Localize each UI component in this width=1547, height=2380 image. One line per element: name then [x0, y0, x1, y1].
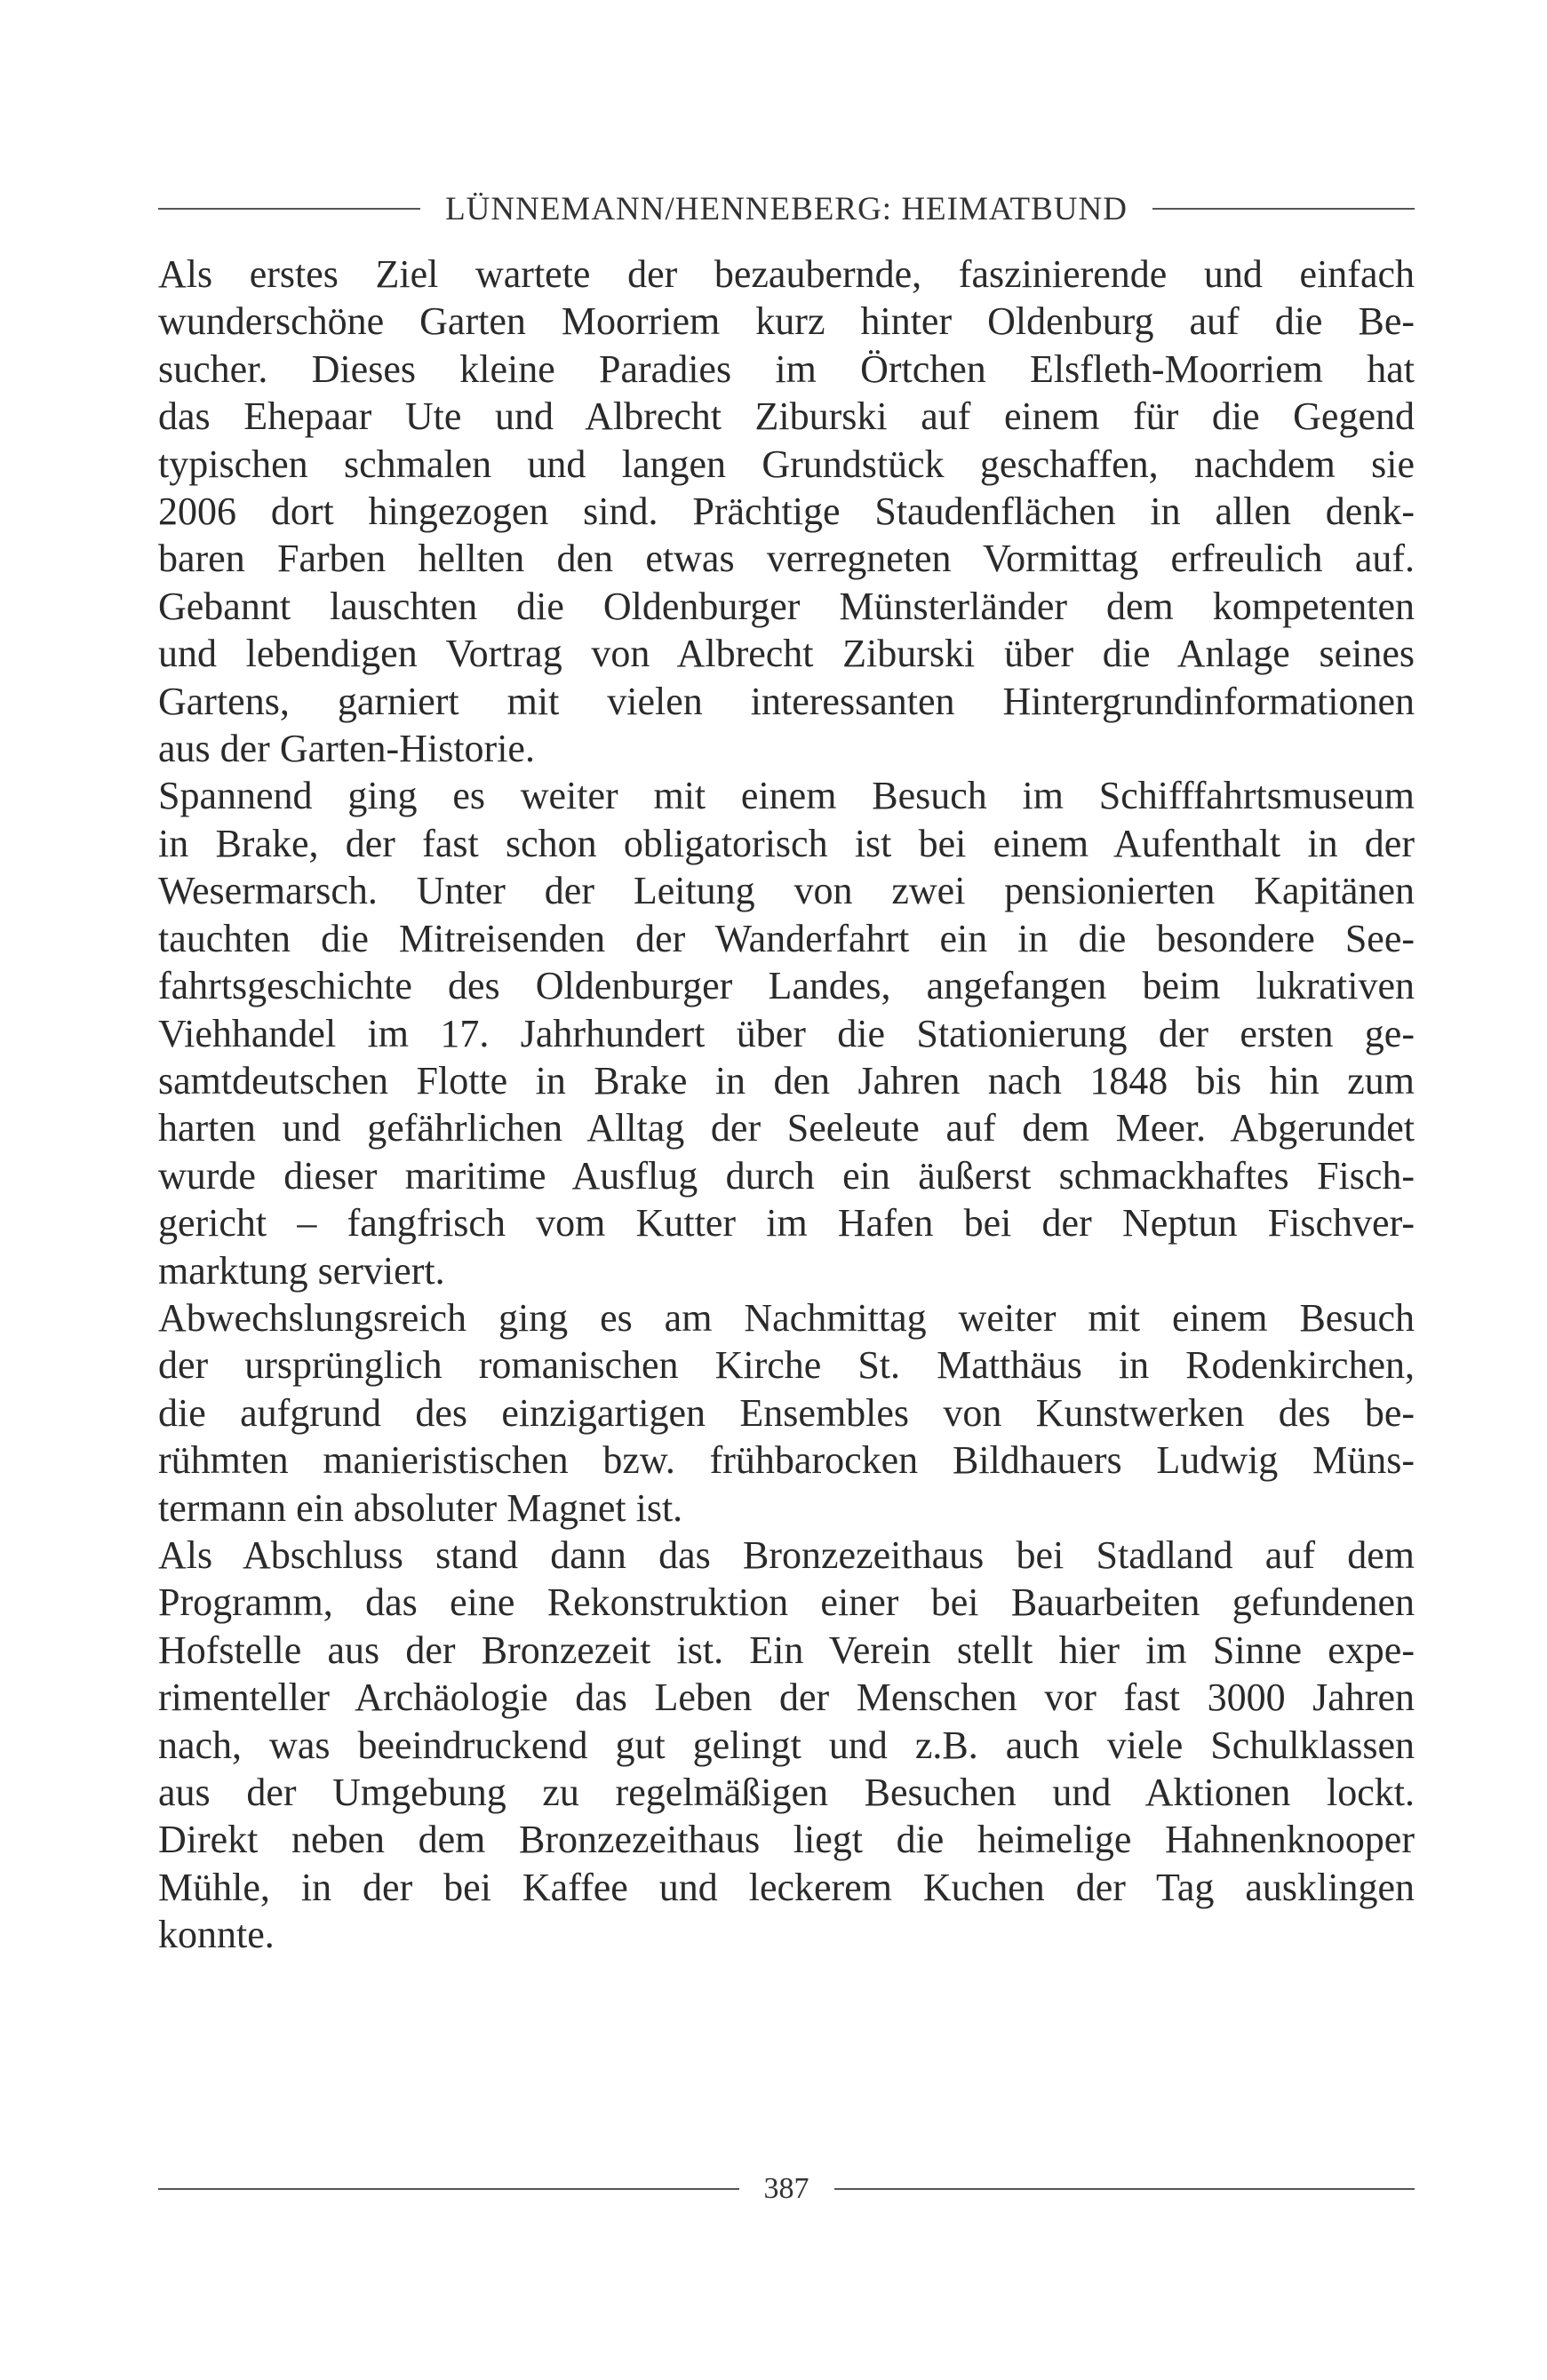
body-text	[158, 251, 1415, 1959]
text-line: typischen schmalen und langen Grundstück geschaffen, nachdem sie	[158, 442, 1415, 486]
text-line: Direkt neben dem Bronzezeithaus liegt die heimelige Hahnenknooper	[158, 1818, 1415, 1862]
text-line: Viehhandel im 17. Jahrhundert über die Stationierung der ersten ge-	[158, 1011, 1415, 1055]
text-line: der ursprünglich romanischen Kirche St. Matthäus in Rodenkirchen,	[158, 1343, 1415, 1388]
text-line: Wesermarsch. Unter der Leitung von zwei pensionierten Kapitänen	[158, 869, 1415, 913]
text-line: Mühle, in der bei Kaffee und leckerem Kuchen der Tag ausklingen	[158, 1865, 1415, 1909]
header-rule-right	[1152, 208, 1415, 210]
text-line: Programm, das eine Rekonstruktion einer bei Bauarbeiten gefundenen	[158, 1580, 1415, 1625]
text-line: nach, was beeindruckend gut gelingt und z.B. auch viele Schulklassen	[158, 1723, 1415, 1767]
text-line: Gartens, garniert mit vielen interessanten Hintergrundinformationen	[158, 679, 1415, 723]
running-header	[158, 187, 1415, 231]
text-line: wunderschöne Garten Moorriem kurz hinter Oldenburg auf die Be-	[158, 299, 1415, 344]
text-line: Gebannt lauschten die Oldenburger Münsterländer dem kompetenten	[158, 584, 1415, 628]
text-line: harten und gefährlichen Alltag der Seeleute auf dem Meer. Abgerundet	[158, 1106, 1415, 1150]
text-line: das Ehepaar Ute und Albrecht Ziburski auf einem für die Gegend	[158, 394, 1415, 439]
text-line: marktung serviert.	[158, 1248, 445, 1293]
text-line: Abwechslungsreich ging es am Nachmittag weiter mit einem Besuch	[158, 1295, 1415, 1340]
text-line: sucher. Dieses kleine Paradies im Örtchen Elsfleth-Moorriem hat	[158, 346, 1415, 391]
text-line: aus der Umgebung zu regelmäßigen Besuchen und Aktionen lockt.	[158, 1771, 1415, 1814]
text-line: rühmten manieristischen bzw. frühbarocken Bildhauers Ludwig Müns-	[158, 1438, 1415, 1483]
text-line: gericht – fangfrisch vom Kutter im Hafen bei der Neptun Fischver-	[158, 1201, 1415, 1246]
text-line: und lebendigen Vortrag von Albrecht Ziburski über die Anlage seines	[158, 632, 1415, 676]
footer-rule-right	[834, 2188, 1415, 2190]
text-line: termann ein absoluter Magnet ist.	[158, 1485, 683, 1530]
page-footer	[158, 2171, 1415, 2207]
text-line: Als erstes Ziel wartete der bezaubernde, faszinierende und einfach	[158, 252, 1415, 296]
text-line: die aufgrund des einzigartigen Ensembles von Kunstwerken des be-	[158, 1390, 1415, 1435]
text-line: rimenteller Archäologie das Leben der Menschen vor fast 3000 Jahren	[158, 1676, 1415, 1720]
text-line: Spannend ging es weiter mit einem Besuch im Schifffahrtsmuseum	[158, 774, 1415, 818]
text-line: in Brake, der fast schon obligatorisch ist bei einem Aufenthalt in der	[158, 821, 1415, 865]
footer-rule-left	[158, 2188, 739, 2190]
page-number: 387	[763, 2172, 809, 2205]
running-title: LÜNNEMANN/HENNEBERG: HEIMATBUND	[445, 190, 1128, 227]
text-line: wurde dieser maritime Ausflug durch ein äußerst schmackhaftes Fisch-	[158, 1153, 1415, 1198]
header-rule-left	[158, 208, 420, 210]
text-line: Hofstelle aus der Bronzezeit ist. Ein Verein stellt hier im Sinne expe-	[158, 1628, 1415, 1672]
text-line: Als Abschluss stand dann das Bronzezeithaus bei Stadland auf dem	[158, 1532, 1415, 1577]
text-line: konnte.	[158, 1913, 275, 1957]
text-line: 2006 dort hingezogen sind. Prächtige Staudenflächen in allen denk-	[158, 490, 1415, 534]
text-line: tauchten die Mitreisenden der Wanderfahrt ein in die besondere See-	[158, 916, 1415, 960]
text-line: aus der Garten-Historie.	[158, 727, 535, 771]
text-line: samtdeutschen Flotte in Brake in den Jahren nach 1848 bis hin zum	[158, 1058, 1415, 1102]
text-line: fahrtsgeschichte des Oldenburger Landes, angefangen beim lukrativen	[158, 964, 1415, 1008]
text-line: baren Farben hellten den etwas verregneten Vormittag erfreulich auf.	[158, 537, 1415, 581]
